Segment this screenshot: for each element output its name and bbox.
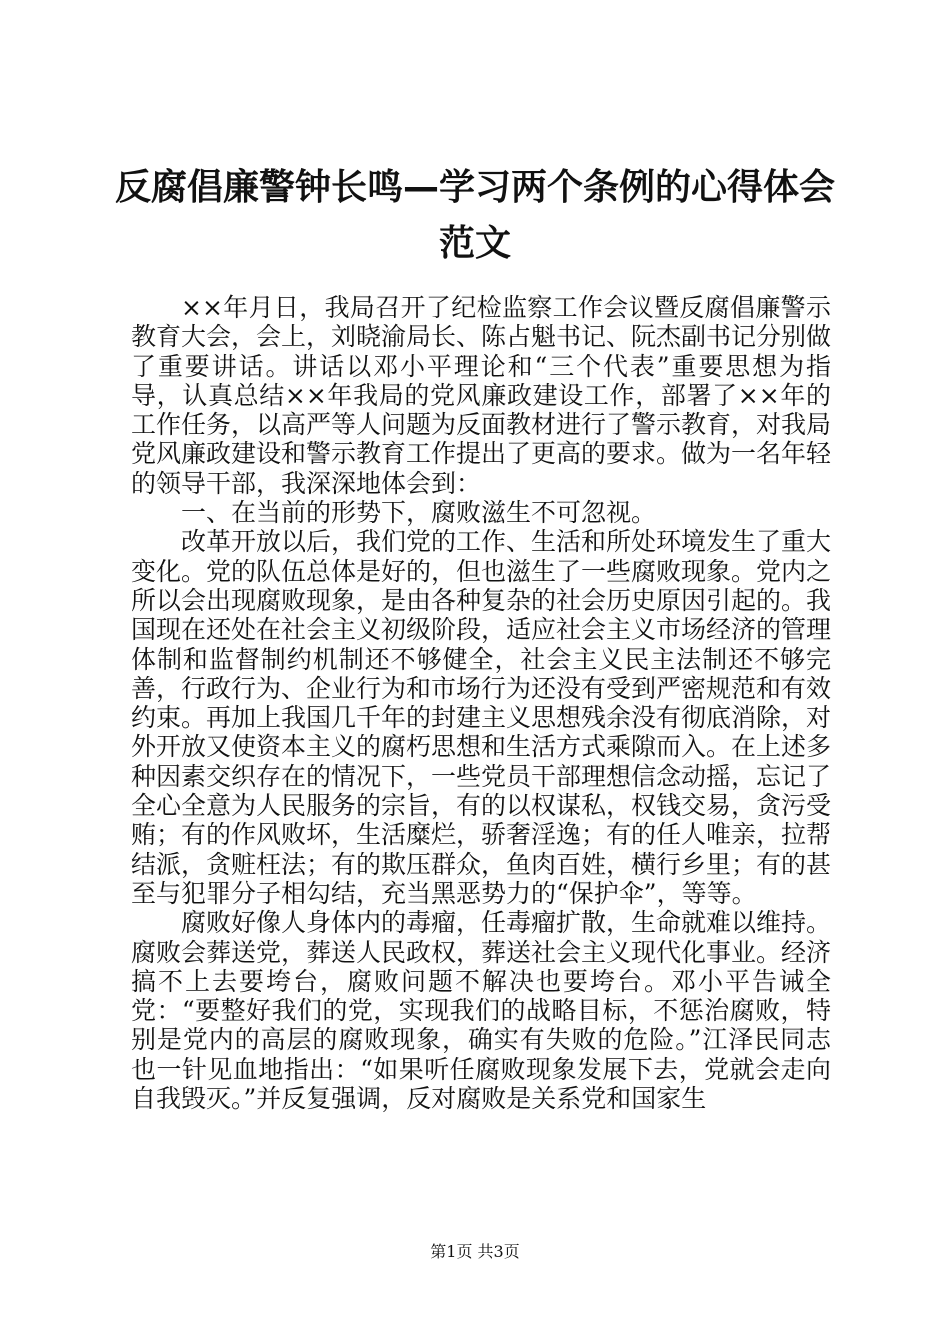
- title-line-1: 反腐倡廉警钟长鸣—学习两个条例的心得体会: [114, 167, 835, 208]
- title-line-2: 范文: [438, 223, 511, 264]
- paragraph-intro: ××年月日，我局召开了纪检监察工作会议暨反腐倡廉警示教育大会，会上，刘晓渝局长、陈占魁书记、阮杰副书记分别做了重要讲话。讲话以邓小平理论和“三个代表”重要思想为指导，认真总结××年我局的党风廉政建设工作，部署了××年的工作任务，以高严等人问题为反面教材进行了警示教育，对我局党风廉政建设和警示教育工作提出了更高的要求。做为一名年轻的领导干部，我深深地体会到：: [131, 293, 832, 498]
- document-body: [131, 293, 831, 1113]
- document-title: [90, 160, 860, 272]
- paragraph-reform: 改革开放以后，我们党的工作、生活和所处环境发生了重大变化。党的队伍总体是好的，但也滋生了一些腐败现象。党内之所以会出现腐败现象，是由各种复杂的社会历史原因引起的。我国现在还处在社会主义初级阶段，适应社会主义市场经济的管理体制和监督制约机制还不够健全，社会主义民主法制还不够完善，行政行为、企业行为和市场行为还没有受到严密规范和有效约束。再加上我国几千年的封建主义思想残余没有彻底消除，对外开放又使资本主义的腐朽思想和生活方式乘隙而入。在上述多种因素交织存在的情况下，一些党员干部理想信念动摇，忘记了全心全意为人民服务的宗旨，有的以权谋私，权钱交易，贪污受贿；有的作风败坏，生活糜烂，骄奢淫逸；有的任人唯亲，拉帮结派，贪赃枉法；有的欺压群众，鱼肉百姓，横行乡里；有的甚至与犯罪分子相勾结，充当黑恶势力的“保护伞”，等等。: [131, 527, 832, 908]
- page-footer: 第1页 共3页: [430, 1242, 520, 1261]
- section-heading-1: 一、在当前的形势下，腐败滋生不可忽视。: [181, 498, 657, 528]
- paragraph-tumor: 腐败好像人身体内的毒瘤，任毒瘤扩散，生命就难以维持。腐败会葬送党，葬送人民政权，葬送社会主义现代化事业。经济搞不上去要垮台，腐败问题不解决也要垮台。邓小平告诫全党：“要整好我们的党，实现我们的战略目标，不惩治腐败，特别是党内的高层的腐败现象，确实有失败的危险。”江泽民同志也一针见血地指出：“如果听任腐败现象发展下去，党就会走向自我毁灭。”并反复强调，反对腐败是关系党和国家生: [131, 908, 832, 1114]
